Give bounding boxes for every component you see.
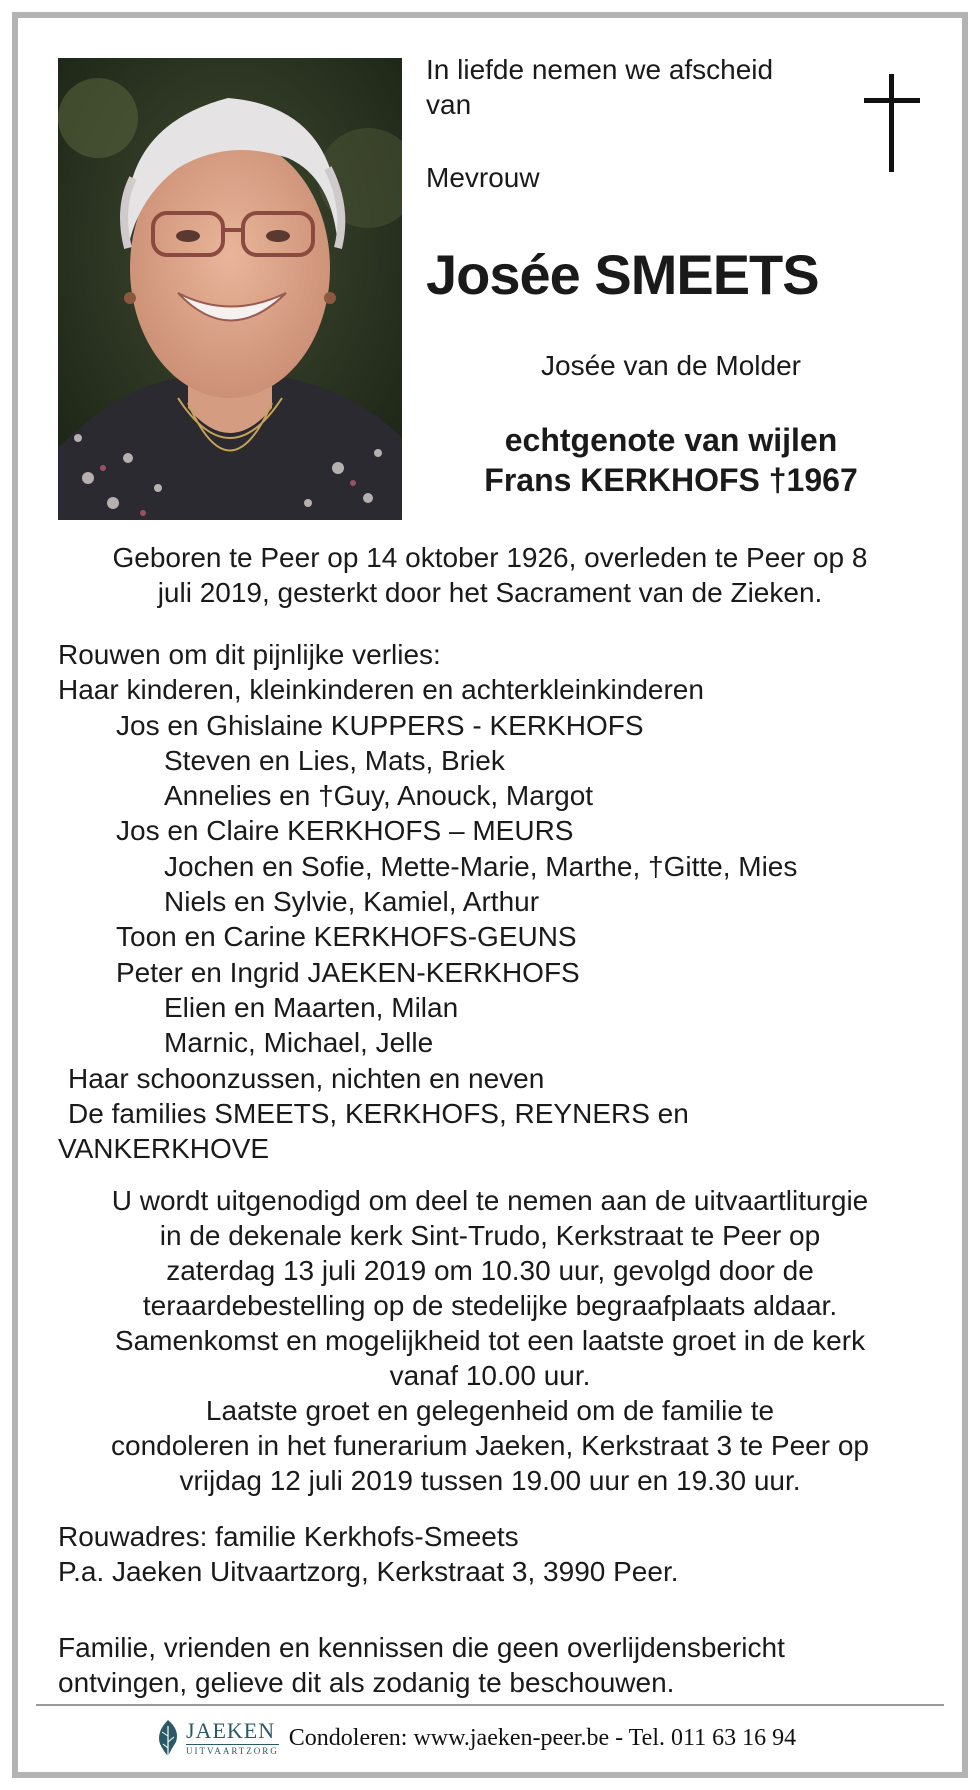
born-line-2: juli 2019, gesterkt door het Sacrament van de Zieken.: [157, 577, 823, 608]
mourner-line: Haar schoonzussen, nichten en neven: [68, 1062, 545, 1094]
mourner-line: Marnic, Michael, Jelle: [164, 1027, 434, 1059]
intro-line-1: In liefde nemen we afscheid: [426, 54, 774, 85]
mourner-line: Toon en Carine KERKHOFS-GEUNS: [116, 921, 577, 953]
mourner-line: Haar kinderen, kleinkinderen en achterkleinkinderen: [58, 674, 704, 706]
mourner-line: VANKERKHOVE: [58, 1133, 270, 1165]
born-line-1: Geboren te Peer op 14 oktober 1926, overleden te Peer op 8: [112, 542, 868, 573]
cross-icon: [864, 74, 920, 172]
funeral-line: U wordt uitgenodigd om deel te nemen aan de uitvaartliturgie: [111, 1185, 869, 1216]
logo-subtitle: UITVAARTZORG: [186, 1746, 279, 1756]
closing-line-2: ontvingen, gelieve dit als zodanig te beschouwen.: [58, 1667, 675, 1698]
deceased-name: Josée SMEETS: [426, 243, 819, 306]
mourner-line: Jos en Claire KERKHOFS – MEURS: [116, 815, 574, 847]
mourner-line: Annelies en †Guy, Anouck, Margot: [164, 780, 594, 812]
mourner-line: Peter en Ingrid JAEKEN-KERKHOFS: [116, 956, 580, 988]
mourner-line: Steven en Lies, Mats, Briek: [164, 744, 505, 776]
funeral-line: in de dekenale kerk Sint-Trudo, Kerkstraat te Peer op: [159, 1220, 821, 1251]
funeral-line: vanaf 10.00 uur.: [389, 1360, 591, 1391]
funeral-line: Laatste groet en gelegenheid om de familie te: [205, 1395, 775, 1426]
mourner-line: De families SMEETS, KERKHOFS, REYNERS en: [68, 1097, 689, 1129]
intro-line-2: van: [426, 89, 472, 120]
portrait-photo: [58, 58, 402, 520]
closing-note: [58, 1630, 785, 1700]
spouse-info: [426, 420, 916, 500]
leaf-icon: [154, 1718, 182, 1758]
address-line-2: P.a. Jaeken Uitvaartzorg, Kerkstraat 3, 3990 Peer.: [58, 1556, 679, 1587]
funeral-line: zaterdag 13 juli 2019 om 10.30 uur, gevolgd door de: [166, 1255, 814, 1286]
funeral-line: teraardebestelling op de stedelijke begraafplaats aldaar.: [142, 1290, 838, 1321]
spouse-line-2: Frans KERKHOFS †1967: [484, 462, 858, 498]
birth-death-info: [40, 540, 940, 610]
funeral-line: vrijdag 12 juli 2019 tussen 19.00 uur en 19.30 uur.: [179, 1465, 801, 1496]
mourner-line: Jochen en Sofie, Mette-Marie, Marthe, †Gitte, Mies: [164, 850, 798, 882]
intro-text: [426, 52, 773, 122]
mourner-line: Rouwen om dit pijnlijke verlies:: [58, 639, 441, 670]
mourners-list: [58, 637, 797, 1166]
nickname: Josée van de Molder: [541, 350, 801, 381]
jaeken-logo: [154, 1718, 279, 1758]
funeral-line: Samenkomst en mogelijkheid tot een laatste groet in de kerk: [114, 1325, 866, 1356]
mourner-line: Jos en Ghislaine KUPPERS - KERKHOFS: [116, 709, 644, 741]
mourning-address: [58, 1519, 679, 1589]
footer: [154, 1712, 796, 1764]
spouse-line-1: echtgenote van wijlen: [504, 422, 838, 458]
address-line-1: Rouwadres: familie Kerkhofs-Smeets: [58, 1521, 519, 1552]
funeral-info: [40, 1183, 940, 1498]
funeral-line: condoleren in het funerarium Jaeken, Kerkstraat 3 te Peer op: [111, 1430, 869, 1461]
mourner-line: Elien en Maarten, Milan: [164, 991, 459, 1023]
mourner-line: Niels en Sylvie, Kamiel, Arthur: [164, 886, 540, 918]
footer-divider: [36, 1704, 944, 1706]
logo-name: JAEKEN: [186, 1718, 276, 1743]
closing-line-1: Familie, vrienden en kennissen die geen overlijdensbericht: [58, 1632, 785, 1663]
honorific: Mevrouw: [426, 162, 540, 193]
condolence-info: Condoleren: www.jaeken-peer.be - Tel. 011 63 16 94: [288, 1724, 797, 1751]
